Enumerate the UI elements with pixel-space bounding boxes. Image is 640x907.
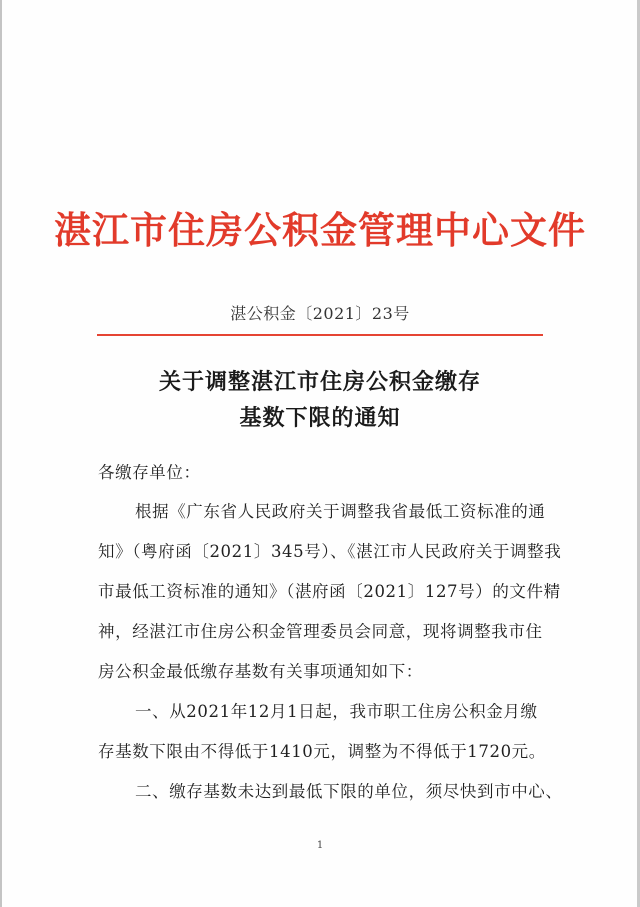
notice-title-line-1: 关于调整湛江市住房公积金缴存 — [158, 369, 481, 395]
notice-title-line-2: 基数下限的通知 — [239, 405, 401, 431]
body-line: 存基数下限由不得低于1410元，调整为不得低于1720元。 — [98, 742, 546, 761]
body-line: 房公积金最低缴存基数有关事项通知如下： — [98, 662, 423, 681]
body-line: 一、从2021年12月1日起，我市职工住房公积金月缴 — [135, 702, 538, 721]
body-line: 市最低工资标准的通知》（湛府函〔2021〕127号）的文件精 — [98, 582, 561, 601]
body-line: 神，经湛江市住房公积金管理委员会同意，现将调整我市住 — [98, 622, 543, 641]
body-line: 根据《广东省人民政府关于调整我省最低工资标准的通 — [135, 502, 546, 521]
notice-title — [0, 364, 640, 436]
red-divider-rule — [97, 334, 543, 336]
document-number: 湛公积金〔2021〕23号 — [230, 304, 410, 323]
page-number: 1 — [316, 840, 324, 851]
salutation: 各缴存单位： — [98, 463, 201, 482]
scan-edge-left — [0, 0, 2, 907]
document-masthead: 湛江市住房公积金管理中心文件 — [54, 208, 586, 252]
body-line: 知》（粤府函〔2021〕345号）、《湛江市人民政府关于调整我 — [98, 542, 562, 561]
body-line: 二、缴存基数未达到最低下限的单位，须尽快到市中心、 — [135, 782, 563, 801]
